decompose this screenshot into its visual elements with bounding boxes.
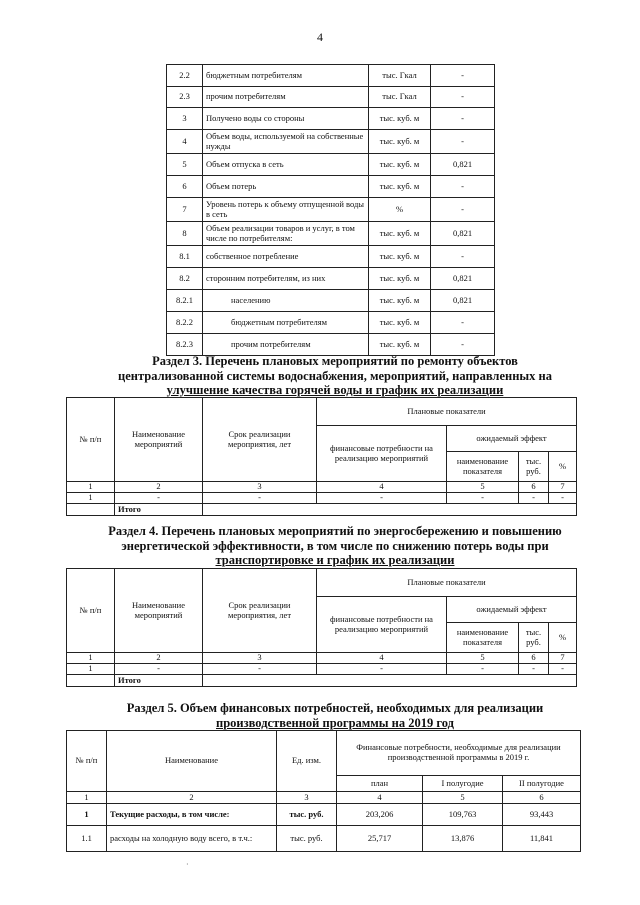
indicator-name-header: наименование показателя [447,452,519,482]
index-row [67,653,577,664]
index-row-cell: 3 [203,482,317,493]
measure-row-cell: - [115,493,203,504]
index-row-cell: 6 [519,482,549,493]
unit-header: тыс. руб. [519,452,549,482]
measure-row [67,664,577,675]
measure-row-cell: 1 [67,664,115,675]
indicator-row [167,108,495,130]
expected-effect-header: ожидаемый эффект [447,597,577,623]
measure-row-cell: - [519,493,549,504]
row-value: 0,821 [431,154,495,176]
measure-row-cell: - [447,493,519,504]
indicator-row [167,312,495,334]
col-num-header: № п/п [67,569,115,653]
section4-title: Раздел 4. Перечень плановых мероприятий по энергосбережению и повышению энергетической эффективности, в том числе по снижению потерь воды при транспортировке и график их реализации [108,524,562,567]
finance-needs-header: финансовые потребности на реализацию мероприятий [317,426,447,482]
col-term-header: Срок реализации мероприятия, лет [203,398,317,482]
unit-header: тыс. руб. [519,623,549,653]
index-row [67,792,581,804]
row-name: бюджетным потребителям [203,65,369,87]
row-number: 8 [167,222,203,246]
page-number: 4 [317,30,323,44]
row-unit: тыс. куб. м [369,130,431,154]
row-value: - [431,87,495,108]
finance-h1: 109,763 [423,804,503,826]
row-number: 5 [167,154,203,176]
scan-mark: · [186,860,189,869]
row-name: Объем потерь [203,176,369,198]
finance-plan: 203,206 [337,804,423,826]
col-name-header: Наименование мероприятий [115,569,203,653]
row-unit: тыс. куб. м [369,312,431,334]
row-number: 6 [167,176,203,198]
percent-header: % [549,623,577,653]
row-name: Получено воды со стороны [203,108,369,130]
row-number: 2.2 [167,65,203,87]
row-number: 8.2 [167,268,203,290]
indicator-row [167,65,495,87]
row-number: 8.2.2 [167,312,203,334]
finance-row [67,826,581,852]
finance-name: Текущие расходы, в том числе: [107,804,277,826]
row-value: - [431,176,495,198]
row-unit: тыс. куб. м [369,222,431,246]
expected-effect-header: ожидаемый эффект [447,426,577,452]
measure-row-cell: - [317,493,447,504]
finance-needs-header: финансовые потребности на реализацию мероприятий [317,597,447,653]
section4-table [66,568,577,687]
index-row-cell: 4 [317,653,447,664]
indicator-row [167,268,495,290]
row-name: Объем воды, используемой на собственные нужды [203,130,369,154]
measure-row-cell: - [203,493,317,504]
measure-row-cell: - [203,664,317,675]
index-row-cell: 1 [67,792,107,804]
index-row-cell: 2 [107,792,277,804]
indicator-name-header: наименование показателя [447,623,519,653]
s5-name-header: Наименование [107,731,277,792]
index-row-cell: 4 [317,482,447,493]
index-row-cell: 4 [337,792,423,804]
row-unit: тыс. Гкал [369,65,431,87]
section3-table [66,397,577,516]
row-name: бюджетным потребителям [203,312,369,334]
row-unit: тыс. Гкал [369,87,431,108]
index-row-cell: 7 [549,482,577,493]
measure-row-cell: - [549,664,577,675]
measure-row-cell: - [317,664,447,675]
col-num-header: № п/п [67,398,115,482]
indicator-row [167,154,495,176]
row-unit: тыс. куб. м [369,154,431,176]
section3-title: Раздел 3. Перечень плановых мероприятий по ремонту объектов централизованной системы водоснабжения, мероприятий, направленных на улучшение качества горячей воды и график их реализации [118,354,552,397]
finance-unit: тыс. руб. [277,826,337,852]
indicator-row [167,290,495,312]
index-row-cell: 3 [203,653,317,664]
row-unit: тыс. куб. м [369,268,431,290]
total-label: Итого [115,675,203,687]
index-row-cell: 2 [115,653,203,664]
indicator-row [167,222,495,246]
index-row-cell: 2 [115,482,203,493]
row-value: - [431,334,495,356]
row-name: собственное потребление [203,246,369,268]
indicator-row [167,246,495,268]
measure-row-cell: - [447,664,519,675]
finance-num: 1.1 [67,826,107,852]
index-row [67,482,577,493]
row-name: прочим потребителям [203,87,369,108]
row-unit: тыс. куб. м [369,334,431,356]
total-label: Итого [115,504,203,516]
indicator-row [167,87,495,108]
measure-row-cell: - [519,664,549,675]
index-row-cell: 1 [67,653,115,664]
row-value: 0,821 [431,222,495,246]
row-value: - [431,130,495,154]
row-value: - [431,198,495,222]
finance-row [67,804,581,826]
s5-unit-header: Ед. изм. [277,731,337,792]
row-name: Объем отпуска в сеть [203,154,369,176]
finance-num: 1 [67,804,107,826]
index-row-cell: 6 [503,792,581,804]
row-number: 2.3 [167,87,203,108]
row-unit: тыс. куб. м [369,290,431,312]
col-name-header: Наименование мероприятий [115,398,203,482]
finance-plan: 25,717 [337,826,423,852]
index-row-cell: 7 [549,653,577,664]
row-name: Объем реализации товаров и услуг, в том числе по потребителям: [203,222,369,246]
finance-h1: 13,876 [423,826,503,852]
section5-title: Раздел 5. Объем финансовых потребностей, необходимых для реализации производственной программы на 2019 год [126,701,544,730]
row-unit: тыс. куб. м [369,108,431,130]
finance-h2: 93,443 [503,804,581,826]
indicators-table [166,64,495,356]
row-value: - [431,108,495,130]
measure-row-cell: - [115,664,203,675]
measure-row-cell: - [549,493,577,504]
finance-unit: тыс. руб. [277,804,337,826]
row-number: 8.1 [167,246,203,268]
measure-row-cell: 1 [67,493,115,504]
row-unit: тыс. куб. м [369,246,431,268]
s5-h1-header: I полугодие [423,776,503,792]
index-row-cell: 3 [277,792,337,804]
finance-h2: 11,841 [503,826,581,852]
s5-num-header: № п/п [67,731,107,792]
indicator-row [167,334,495,356]
index-row-cell: 6 [519,653,549,664]
row-number: 4 [167,130,203,154]
row-unit: % [369,198,431,222]
s5-h2-header: II полугодие [503,776,581,792]
indicator-row [167,130,495,154]
row-value: - [431,65,495,87]
row-name: прочим потребителям [203,334,369,356]
row-unit: тыс. куб. м [369,176,431,198]
indicator-row [167,176,495,198]
col-term-header: Срок реализации мероприятия, лет [203,569,317,653]
row-number: 8.2.3 [167,334,203,356]
planned-indicators-header: Плановые показатели [317,569,577,597]
measure-row [67,493,577,504]
s5-finance-header: Финансовые потребности, необходимые для реализации производственной программы в 2019 г. [337,731,581,776]
row-value: 0,821 [431,290,495,312]
index-row-cell: 5 [447,482,519,493]
index-row-cell: 5 [423,792,503,804]
row-value: 0,821 [431,268,495,290]
row-value: - [431,246,495,268]
row-name: Уровень потерь к объему отпущенной воды в сеть [203,198,369,222]
row-number: 7 [167,198,203,222]
row-name: сторонним потребителям, из них [203,268,369,290]
s5-plan-header: план [337,776,423,792]
row-name: населению [203,290,369,312]
row-number: 3 [167,108,203,130]
row-number: 8.2.1 [167,290,203,312]
index-row-cell: 5 [447,653,519,664]
indicator-row [167,198,495,222]
section5-table [66,730,581,852]
index-row-cell: 1 [67,482,115,493]
finance-name: расходы на холодную воду всего, в т.ч.: [107,826,277,852]
percent-header: % [549,452,577,482]
row-value: - [431,312,495,334]
planned-indicators-header: Плановые показатели [317,398,577,426]
